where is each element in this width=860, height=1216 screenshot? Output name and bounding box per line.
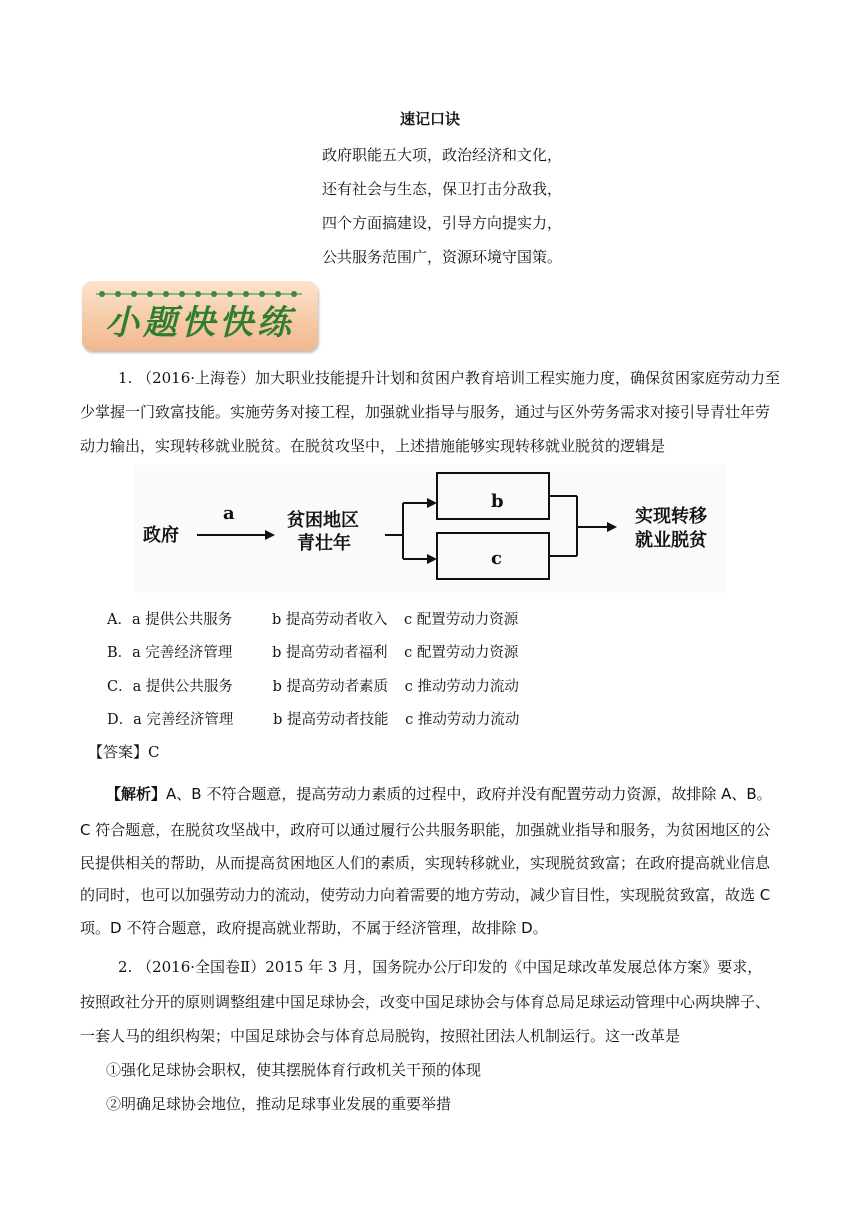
diagram-arrow-label: a — [223, 503, 235, 524]
analysis-line: 【解析】A、B 不符合题意，提高劳动力素质的过程中，政府并没有配置劳动力资源，故排除 A、B。 — [106, 785, 772, 803]
mnemonic-line: 政府职能五大项，政治经济和文化， — [322, 146, 563, 164]
q1-line: 少掌握一门致富技能。实施劳务对接工程，加强就业指导与服务，通过与区外劳务需求对接引导青壮年劳 — [80, 403, 771, 421]
option-b: B．a 完善经济管理 b 提高劳动者福利 c 配置劳动力资源 — [107, 645, 519, 661]
mnemonic-line: 还有社会与生态，保卫打击分敌我， — [322, 180, 563, 198]
q2-line: 按照政社分开的原则调整组建中国足球协会，改变中国足球协会与体育总局足球运动管理中心两块牌子、 — [80, 993, 771, 1011]
diagram-target-2: 就业脱贫 — [635, 530, 707, 551]
option-a: A．a 提供公共服务 b 提高劳动者收入 c 配置劳动力资源 — [107, 612, 519, 628]
mnemonic-title: 速记口诀 — [399, 110, 460, 128]
section-banner — [82, 281, 318, 351]
analysis-line: 的同时，也可以加强劳动力的流动，使劳动力向着需要的地方劳动，减少盲目性，实现脱贫致富，故选 C — [80, 886, 771, 904]
diagram-box-b: b — [491, 491, 504, 512]
banner-label: 小题快快练 — [105, 303, 295, 343]
option-c: C．a 提供公共服务 b 提高劳动者素质 c 推动劳动力流动 — [107, 679, 519, 695]
q1-line: 动力输出，实现转移就业脱贫。在脱贫攻坚中，上述措施能够实现转移就业脱贫的逻辑是 — [80, 437, 666, 455]
q1-line: 1. （2016·上海卷）加大职业技能提升计划和贫困户教育培训工程实施力度，确保贫困家庭劳动力至 — [118, 369, 781, 387]
diagram-middle-1: 贫困地区 — [287, 510, 359, 531]
q2-line: 一套人马的组织构架；中国足球协会与体育总局脱钩，按照社团法人机制运行。这一改革是 — [80, 1027, 681, 1045]
option-d: D．a 完善经济管理 b 提高劳动者技能 c 推动劳动力流动 — [107, 712, 520, 728]
analysis-line: C 符合题意，在脱贫攻坚战中，政府可以通过履行公共服务职能，加强就业指导和服务，为贫困地区的公 — [80, 821, 771, 839]
mnemonic-line: 公共服务范围广，资源环境守国策。 — [322, 248, 563, 266]
diagram-target-1: 实现转移 — [635, 506, 707, 527]
analysis-line: 民提供相关的帮助，从而提高贫困地区人们的素质，实现转移就业，实现脱贫致富；在政府提高就业信息 — [80, 854, 771, 872]
q2-statement: ②明确足球协会地位，推动足球事业发展的重要举措 — [106, 1095, 452, 1113]
q2-statement: ①强化足球协会职权，使其摆脱体育行政机关干预的体现 — [106, 1061, 482, 1079]
analysis-label: 【解析】 — [106, 785, 167, 803]
analysis-line: 项。D 不符合题意，政府提高就业帮助，不属于经济管理，故排除 D。 — [80, 919, 548, 937]
q1-flow-diagram — [135, 465, 725, 593]
mnemonic-line: 四个方面搞建设，引导方向提实力， — [322, 214, 563, 232]
diagram-box-c: c — [491, 548, 502, 569]
answer: 【答案】C — [88, 743, 160, 761]
diagram-middle-2: 青壮年 — [297, 533, 351, 554]
q2-line: 2. （2016·全国卷Ⅱ）2015 年 3 月，国务院办公厅印发的《中国足球改革发展总体方案》要求， — [118, 958, 763, 976]
diagram-source: 政府 — [143, 525, 179, 546]
